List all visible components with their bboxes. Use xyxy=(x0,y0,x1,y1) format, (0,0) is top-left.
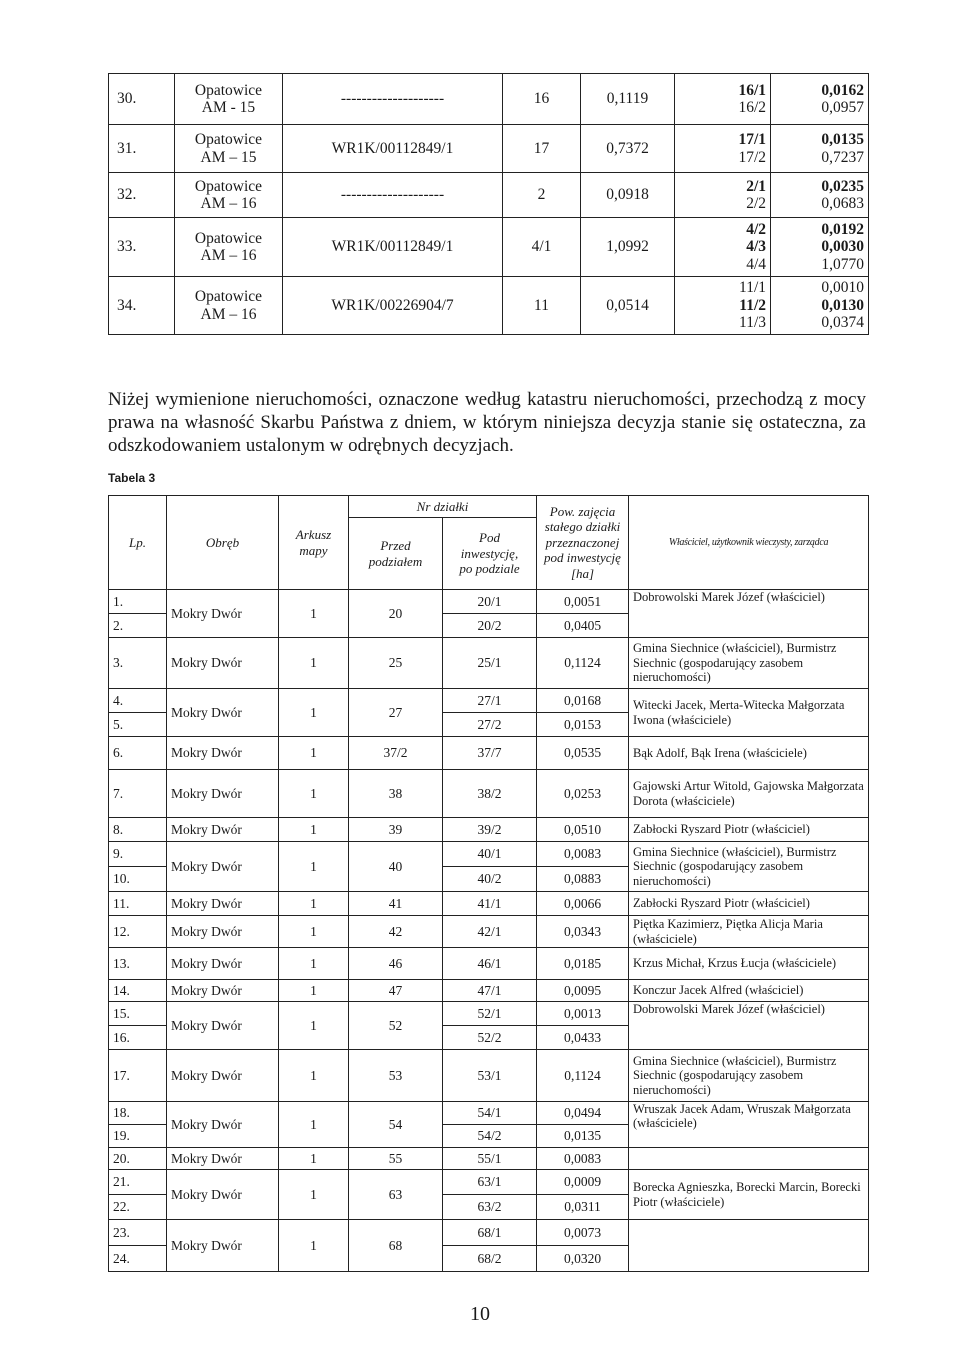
sub-plot: 16/1 xyxy=(738,81,766,99)
map-sheet: AM – 16 xyxy=(200,305,257,323)
sub-plot: 11/2 xyxy=(739,296,766,314)
row-number: 14. xyxy=(109,980,167,1002)
header-text: Pow. zajęcia xyxy=(549,503,616,519)
plot-area: 1,0992 xyxy=(581,218,675,277)
precinct: Mokry Dwór xyxy=(167,1170,279,1220)
plot-after: 37/7 xyxy=(443,737,537,770)
map-sheet: 1 xyxy=(279,842,349,892)
table-row xyxy=(109,277,869,335)
plot-after: 53/1 xyxy=(443,1050,537,1102)
plot-before: 53 xyxy=(349,1050,443,1102)
table-row xyxy=(109,218,869,277)
plot-number: 4/1 xyxy=(503,218,581,277)
table-row xyxy=(109,689,869,713)
sub-plot: 4/4 xyxy=(746,255,766,273)
row-number: 16. xyxy=(109,1026,167,1050)
table-row xyxy=(109,842,869,867)
row-number: 8. xyxy=(109,818,167,842)
plot-after: 27/2 xyxy=(443,713,537,737)
owner: Dobrowolski Marek Józef (właściciel) xyxy=(629,1002,869,1050)
plot-before: 68 xyxy=(349,1220,443,1272)
row-number: 6. xyxy=(109,737,167,770)
area: 0,0168 xyxy=(537,689,629,713)
header-text: Arkusz xyxy=(295,526,332,542)
land-register-cell: WR1K/00112849/1 xyxy=(283,218,503,277)
sub-plot-areas xyxy=(771,218,869,277)
sub-plot-area: 0,0130 xyxy=(821,296,864,314)
sub-plots xyxy=(675,125,771,173)
plot-after: 20/2 xyxy=(443,614,537,638)
map-sheet: 1 xyxy=(279,1148,349,1170)
row-number: 19. xyxy=(109,1125,167,1148)
plot-before: 41 xyxy=(349,892,443,916)
sub-plot-area: 0,0235 xyxy=(821,177,864,195)
area: 0,0405 xyxy=(537,614,629,638)
area: 0,0185 xyxy=(537,948,629,980)
header-text: przeznaczonej xyxy=(545,534,620,550)
plot-before: 40 xyxy=(349,842,443,892)
row-number: 2. xyxy=(109,614,167,638)
plot-after: 27/1 xyxy=(443,689,537,713)
map-sheet: 1 xyxy=(279,1220,349,1272)
map-sheet: 1 xyxy=(279,1102,349,1148)
table-row xyxy=(109,74,869,125)
col-header-lp: Lp. xyxy=(109,496,167,590)
table-header-row xyxy=(109,496,869,518)
table-row xyxy=(109,1102,869,1125)
owner: Gajowski Artur Witold, Gajowska Małgorzata Dorota (właściciele) xyxy=(629,770,869,818)
area: 0,0433 xyxy=(537,1026,629,1050)
map-sheet: 1 xyxy=(279,948,349,980)
sub-plot: 4/3 xyxy=(746,238,766,256)
map-sheet: 1 xyxy=(279,1170,349,1220)
precinct: Mokry Dwór xyxy=(167,1050,279,1102)
owner: Piętka Kazimierz, Piętka Alicja Maria (właściciele) xyxy=(629,916,869,948)
plot-after: 52/1 xyxy=(443,1002,537,1026)
precinct: Mokry Dwór xyxy=(167,948,279,980)
header-text: [ha] xyxy=(570,565,595,581)
sub-plot: 11/1 xyxy=(739,279,766,297)
area: 0,0051 xyxy=(537,590,629,614)
area: 0,0095 xyxy=(537,980,629,1002)
sub-plot-areas xyxy=(771,277,869,335)
plot-after: 68/1 xyxy=(443,1220,537,1246)
plot-area: 0,7372 xyxy=(581,125,675,173)
plot-area: 0,1119 xyxy=(581,74,675,125)
header-text: mapy xyxy=(299,542,328,558)
table-row xyxy=(109,892,869,916)
plot-after: 55/1 xyxy=(443,1148,537,1170)
owner: Bąk Adolf, Bąk Irena (właściciele) xyxy=(629,737,869,770)
precinct-name: Opatowice xyxy=(194,229,263,247)
plot-after: 63/2 xyxy=(443,1195,537,1220)
table-row xyxy=(109,770,869,818)
plot-before: 20 xyxy=(349,590,443,638)
row-number: 3. xyxy=(109,638,167,689)
precinct: Mokry Dwór xyxy=(167,689,279,737)
precinct: Mokry Dwór xyxy=(167,1148,279,1170)
map-sheet: AM – 16 xyxy=(200,247,257,264)
parcel-table-continued xyxy=(108,73,869,335)
plot-after: 46/1 xyxy=(443,948,537,980)
plot-before: 25 xyxy=(349,638,443,689)
col-header-pow xyxy=(537,496,629,590)
area: 0,0883 xyxy=(537,867,629,892)
owner: Zabłocki Ryszard Piotr (właściciel) xyxy=(629,892,869,916)
precinct: Mokry Dwór xyxy=(167,892,279,916)
plot-after: 40/2 xyxy=(443,867,537,892)
owner: Borecka Agnieszka, Borecki Marcin, Borecki Piotr (właściciele) xyxy=(629,1170,869,1220)
plot-before: 39 xyxy=(349,818,443,842)
owner: Zabłocki Ryszard Piotr (właściciel) xyxy=(629,818,869,842)
precinct: Mokry Dwór xyxy=(167,1002,279,1050)
plot-before: 42 xyxy=(349,916,443,948)
col-header-przed xyxy=(349,518,443,590)
area: 0,0494 xyxy=(537,1102,629,1125)
plot-before: 63 xyxy=(349,1170,443,1220)
precinct: Mokry Dwór xyxy=(167,916,279,948)
header-text: Przed xyxy=(380,537,411,553)
table-row xyxy=(109,948,869,980)
precinct-cell xyxy=(175,218,283,277)
page-number: 10 xyxy=(470,1303,490,1325)
map-sheet: 1 xyxy=(279,689,349,737)
owner: Witecki Jacek, Merta-Witecka Małgorzata Iwona (właściciele) xyxy=(629,689,869,737)
precinct-cell xyxy=(175,277,283,335)
plot-number: 16 xyxy=(503,74,581,125)
row-number: 33. xyxy=(109,218,175,277)
plot-after: 40/1 xyxy=(443,842,537,867)
header-text: pod inwestycję xyxy=(544,550,621,566)
map-sheet: 1 xyxy=(279,770,349,818)
plot-area: 0,0514 xyxy=(581,277,675,335)
table-row xyxy=(109,638,869,689)
table-row xyxy=(109,1050,869,1102)
map-sheet: 1 xyxy=(279,590,349,638)
table-label: Tabela 3 xyxy=(108,471,156,485)
table-row xyxy=(109,1148,869,1170)
sub-plot: 17/1 xyxy=(738,131,766,149)
sub-plot-area: 0,0192 xyxy=(821,220,864,238)
expropriation-paragraph: Niżej wymienione nieruchomości, oznaczone według katastru nieruchomości, przechodzą z mocy prawa na własność Skarbu Państwa z dniem, w którym niniejsza decyzja stanie się ostateczna, za odszkodowaniem ustalonym w odrębnych decyzjach. xyxy=(108,389,866,456)
plot-before: 27 xyxy=(349,689,443,737)
precinct-cell xyxy=(175,173,283,218)
plot-number: 17 xyxy=(503,125,581,173)
owner: Konczur Jacek Alfred (właściciel) xyxy=(629,980,869,1002)
sub-plot-area: 0,0030 xyxy=(821,238,864,256)
row-number: 24. xyxy=(109,1246,167,1272)
area: 0,0009 xyxy=(537,1170,629,1195)
table-row xyxy=(109,590,869,614)
plot-number: 11 xyxy=(503,277,581,335)
map-sheet: 1 xyxy=(279,1002,349,1050)
table-row xyxy=(109,1220,869,1246)
row-number: 5. xyxy=(109,713,167,737)
land-register-cell: WR1K/00226904/7 xyxy=(283,277,503,335)
map-sheet: 1 xyxy=(279,892,349,916)
owner: Gmina Siechnice (właściciel), Burmistrz Siechnic (gospodarujący zasobem nieruchomości) xyxy=(629,638,869,689)
header-text: podziałem xyxy=(368,553,423,569)
land-register-cell: -------------------- xyxy=(283,173,503,218)
row-number: 17. xyxy=(109,1050,167,1102)
plot-after: 41/1 xyxy=(443,892,537,916)
row-number: 31. xyxy=(109,125,175,173)
area: 0,0083 xyxy=(537,1148,629,1170)
map-sheet: 1 xyxy=(279,980,349,1002)
sub-plots xyxy=(675,173,771,218)
precinct-name: Opatowice xyxy=(194,288,263,306)
plot-before: 46 xyxy=(349,948,443,980)
row-number: 21. xyxy=(109,1170,167,1195)
row-number: 22. xyxy=(109,1195,167,1220)
row-number: 4. xyxy=(109,689,167,713)
row-number: 1. xyxy=(109,590,167,614)
sub-plot: 16/2 xyxy=(738,99,766,116)
sub-plot-area: 0,0374 xyxy=(821,314,864,332)
map-sheet: 1 xyxy=(279,1050,349,1102)
col-header-nr-dzialki: Nr działki xyxy=(349,496,537,518)
sub-plots xyxy=(675,277,771,335)
plot-number: 2 xyxy=(503,173,581,218)
plot-before: 55 xyxy=(349,1148,443,1170)
sub-plot-area: 1,0770 xyxy=(821,255,864,273)
table-row xyxy=(109,173,869,218)
area: 0,0343 xyxy=(537,916,629,948)
plot-after: 63/1 xyxy=(443,1170,537,1195)
sub-plot-area: 0,0957 xyxy=(821,99,864,116)
map-sheet: AM – 16 xyxy=(200,195,257,212)
sub-plot: 2/1 xyxy=(746,177,766,195)
land-register-cell: WR1K/00112849/1 xyxy=(283,125,503,173)
plot-after: 25/1 xyxy=(443,638,537,689)
land-register-cell: -------------------- xyxy=(283,74,503,125)
row-number: 13. xyxy=(109,948,167,980)
owner xyxy=(629,1148,869,1170)
area: 0,0013 xyxy=(537,1002,629,1026)
area: 0,0311 xyxy=(537,1195,629,1220)
area: 0,1124 xyxy=(537,638,629,689)
owner: Gmina Siechnice (właściciel), Burmistrz Siechnic (gospodarujący zasobem nieruchomości) xyxy=(629,1050,869,1102)
row-number: 20. xyxy=(109,1148,167,1170)
map-sheet: 1 xyxy=(279,916,349,948)
table-row xyxy=(109,737,869,770)
area: 0,0510 xyxy=(537,818,629,842)
precinct: Mokry Dwór xyxy=(167,980,279,1002)
table-row xyxy=(109,125,869,173)
plot-after: 38/2 xyxy=(443,770,537,818)
owner: Krzus Michał, Krzus Łucja (właściciele) xyxy=(629,948,869,980)
map-sheet: 1 xyxy=(279,638,349,689)
map-sheet: AM – 15 xyxy=(200,148,257,166)
plot-after: 68/2 xyxy=(443,1246,537,1272)
precinct-name: Opatowice xyxy=(194,177,263,195)
sub-plot-area: 0,7237 xyxy=(821,148,864,166)
sub-plot: 2/2 xyxy=(746,195,766,212)
row-number: 7. xyxy=(109,770,167,818)
area: 0,0066 xyxy=(537,892,629,916)
row-number: 12. xyxy=(109,916,167,948)
sub-plot-area: 0,0683 xyxy=(821,195,864,212)
sub-plot-areas xyxy=(771,125,869,173)
plot-after: 42/1 xyxy=(443,916,537,948)
owner: Gmina Siechnice (właściciel), Burmistrz Siechnic (gospodarujący zasobem nieruchomości) xyxy=(629,842,869,892)
col-header-owner: Właściciel, użytkownik wieczysty, zarządca xyxy=(629,496,869,590)
area: 0,0135 xyxy=(537,1125,629,1148)
plot-before: 37/2 xyxy=(349,737,443,770)
sub-plots xyxy=(675,218,771,277)
area: 0,0320 xyxy=(537,1246,629,1272)
header-text: stałego działki xyxy=(544,519,621,535)
header-text: Pod xyxy=(479,530,500,546)
sub-plot: 11/3 xyxy=(739,314,766,332)
precinct: Mokry Dwór xyxy=(167,818,279,842)
area: 0,0535 xyxy=(537,737,629,770)
area: 0,0253 xyxy=(537,770,629,818)
precinct: Mokry Dwór xyxy=(167,1102,279,1148)
plot-after: 20/1 xyxy=(443,590,537,614)
map-sheet: 1 xyxy=(279,737,349,770)
sub-plot-area: 0,0135 xyxy=(821,131,864,149)
header-text: inwestycję, xyxy=(460,545,519,561)
sub-plots xyxy=(675,74,771,125)
row-number: 11. xyxy=(109,892,167,916)
row-number: 23. xyxy=(109,1220,167,1246)
area: 0,0083 xyxy=(537,842,629,867)
row-number: 32. xyxy=(109,173,175,218)
header-text: po podziale xyxy=(459,561,520,577)
plot-after: 47/1 xyxy=(443,980,537,1002)
sub-plot-area: 0,0162 xyxy=(821,81,864,99)
plot-before: 38 xyxy=(349,770,443,818)
owner xyxy=(629,1220,869,1272)
sub-plot-area: 0,0010 xyxy=(821,279,864,297)
table-row xyxy=(109,1002,869,1026)
plot-after: 54/1 xyxy=(443,1102,537,1125)
precinct: Mokry Dwór xyxy=(167,770,279,818)
plot-after: 39/2 xyxy=(443,818,537,842)
area: 0,0073 xyxy=(537,1220,629,1246)
map-sheet: 1 xyxy=(279,818,349,842)
table-3 xyxy=(108,495,869,1272)
row-number: 9. xyxy=(109,842,167,867)
col-header-pod xyxy=(443,518,537,590)
plot-before: 47 xyxy=(349,980,443,1002)
precinct-name: Opatowice xyxy=(194,131,263,149)
row-number: 34. xyxy=(109,277,175,335)
table-row xyxy=(109,916,869,948)
precinct: Mokry Dwór xyxy=(167,590,279,638)
owner: Dobrowolski Marek Józef (właściciel) xyxy=(629,590,869,638)
row-number: 15. xyxy=(109,1002,167,1026)
precinct: Mokry Dwór xyxy=(167,638,279,689)
area: 0,0153 xyxy=(537,713,629,737)
precinct-cell xyxy=(175,125,283,173)
owner: Wruszak Jacek Adam, Wruszak Małgorzata (właściciele) xyxy=(629,1102,869,1148)
precinct-name: Opatowice xyxy=(194,81,263,99)
sub-plot: 17/2 xyxy=(738,148,766,166)
row-number: 10. xyxy=(109,867,167,892)
plot-after: 54/2 xyxy=(443,1125,537,1148)
precinct: Mokry Dwór xyxy=(167,842,279,892)
sub-plot-areas xyxy=(771,173,869,218)
sub-plot: 4/2 xyxy=(746,220,766,238)
table-row xyxy=(109,980,869,1002)
row-number: 18. xyxy=(109,1102,167,1125)
plot-before: 54 xyxy=(349,1102,443,1148)
table-row xyxy=(109,1170,869,1195)
plot-after: 52/2 xyxy=(443,1026,537,1050)
precinct: Mokry Dwór xyxy=(167,737,279,770)
col-header-obreb: Obręb xyxy=(167,496,279,590)
col-header-arkusz xyxy=(279,496,349,590)
precinct-cell xyxy=(175,74,283,125)
sub-plot-areas xyxy=(771,74,869,125)
table-row xyxy=(109,818,869,842)
plot-area: 0,0918 xyxy=(581,173,675,218)
precinct: Mokry Dwór xyxy=(167,1220,279,1272)
row-number: 30. xyxy=(109,74,175,125)
plot-before: 52 xyxy=(349,1002,443,1050)
map-sheet: AM - 15 xyxy=(201,99,256,116)
area: 0,1124 xyxy=(537,1050,629,1102)
